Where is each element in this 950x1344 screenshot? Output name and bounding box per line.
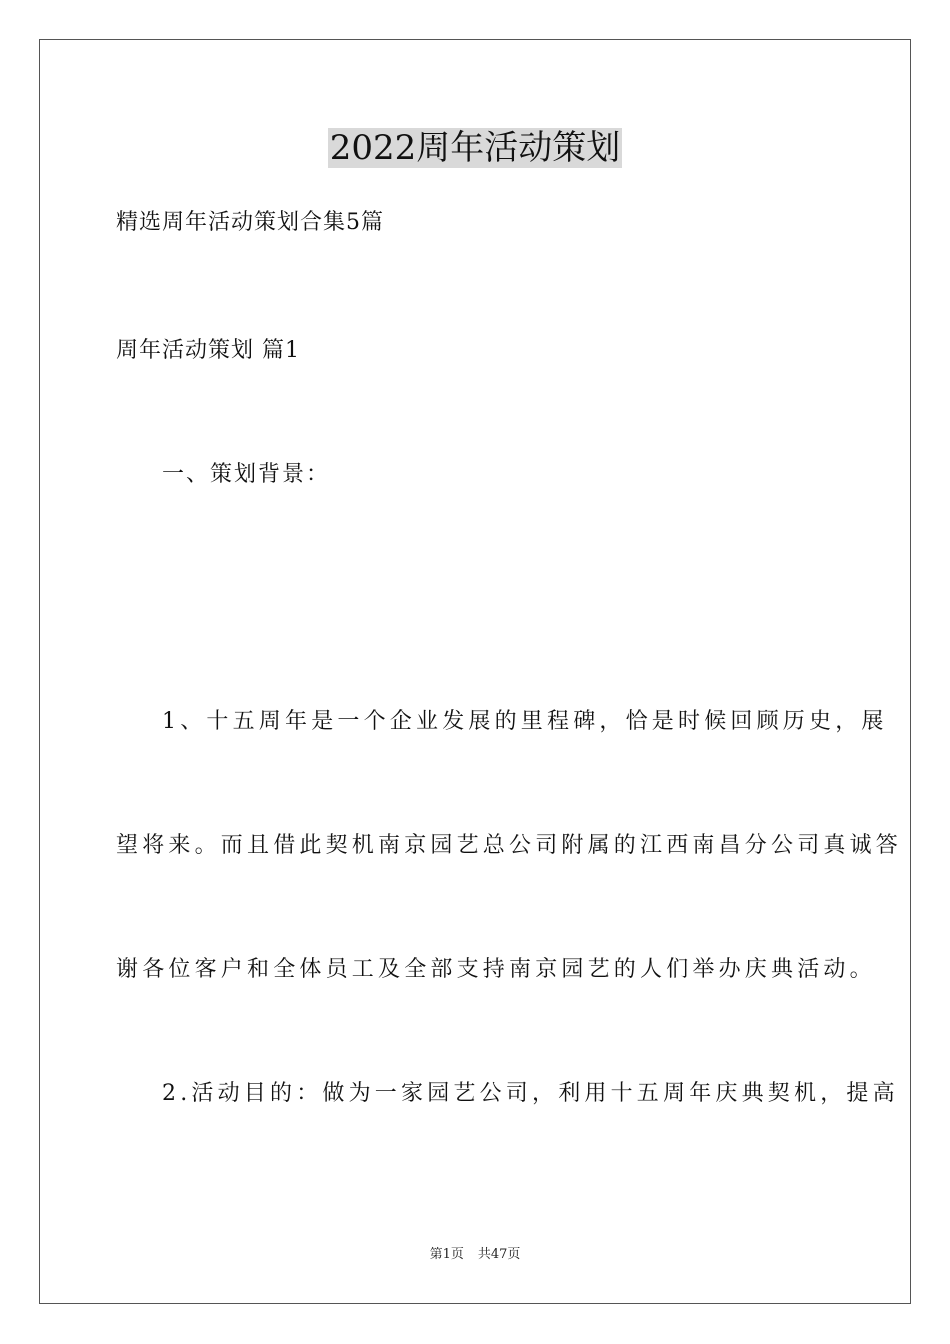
paragraph-line: 2.活动目的：做为一家园艺公司，利用十五周年庆典契机，提高	[162, 1081, 899, 1106]
document-subtitle: 精选周年活动策划合集5篇	[116, 210, 384, 235]
paragraph-line: 1、十五周年是一个企业发展的里程碑，恰是时候回顾历史，展	[162, 709, 888, 734]
paragraph-line: 望将来。而且借此契机南京园艺总公司附属的江西南昌分公司真诚答	[116, 833, 903, 858]
page-total: 共47页	[477, 1247, 521, 1262]
document-title-text: 2022周年活动策划	[329, 128, 621, 168]
document-title	[0, 126, 950, 170]
heading-planning-background: 一、策划背景：	[162, 462, 331, 487]
page-footer	[0, 1246, 950, 1264]
section-title: 周年活动策划 篇1	[116, 338, 300, 363]
paragraph-line: 谢各位客户和全体员工及全部支持南京园艺的人们举办庆典活动。	[116, 957, 876, 982]
page-number: 第1页	[429, 1247, 464, 1262]
